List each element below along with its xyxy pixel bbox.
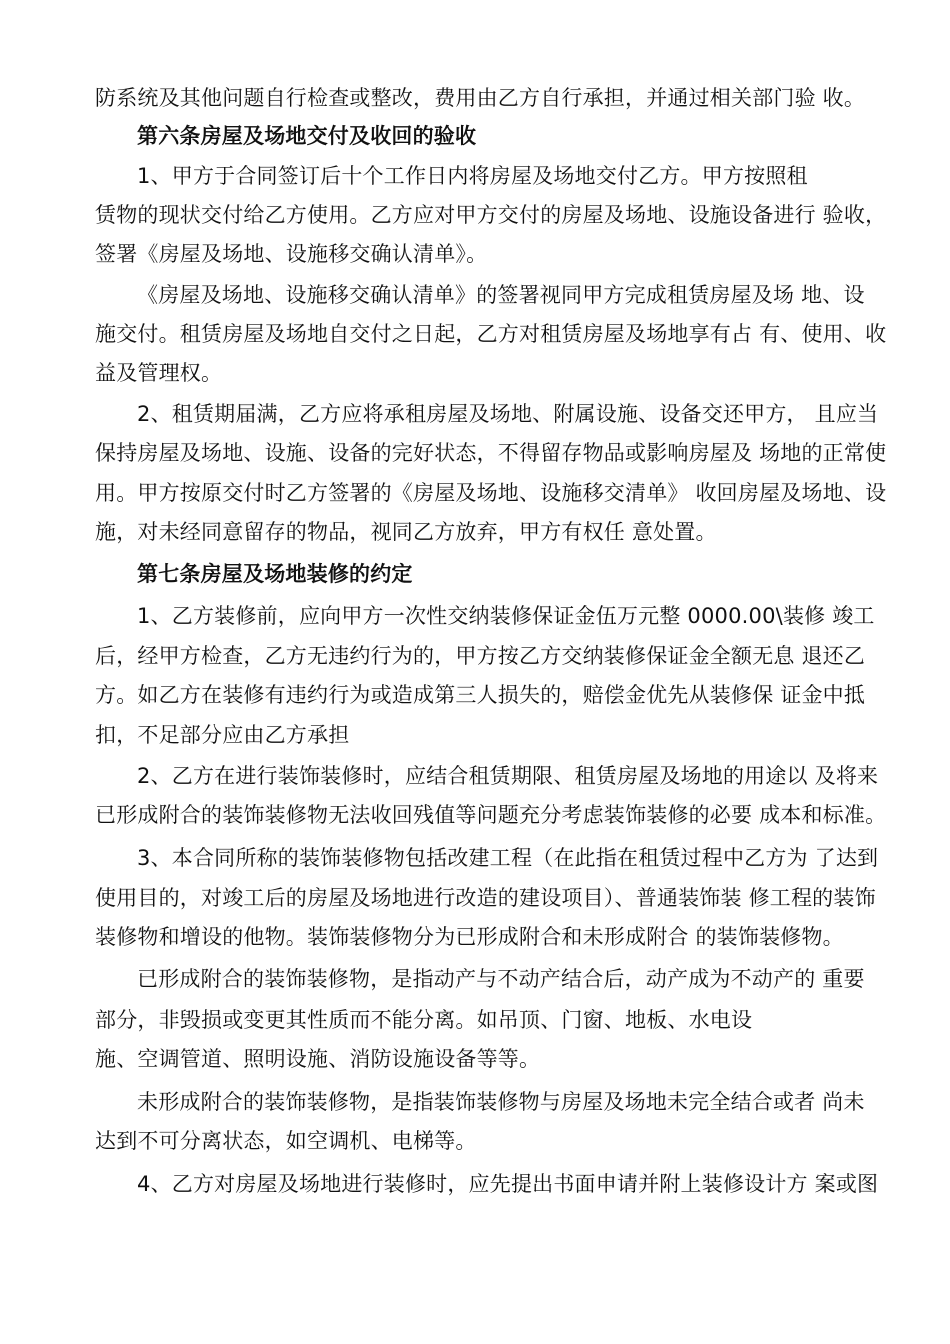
paragraph-line: 防系统及其他问题自行检查或整改，费用由乙方自行承担，并通过相关部门验 收。 bbox=[95, 86, 866, 110]
section-heading-7: 第七条房屋及场地装修的约定 bbox=[137, 562, 413, 586]
paragraph-line: 方。如乙方在装修有违约行为或造成第三人损失的，赔偿金优先从装修保 证金中抵 bbox=[95, 683, 866, 707]
paragraph-line: 1、乙方装修前，应向甲方一次性交纳装修保证金伍万元整 0000.00\装修 竣工 bbox=[137, 604, 875, 628]
section-heading-6: 第六条房屋及场地交付及收回的验收 bbox=[137, 124, 477, 148]
paragraph-line: 签署《房屋及场地、设施移交确认清单》。 bbox=[95, 242, 488, 266]
paragraph-line: 施、空调管道、照明设施、消防设施设备等等。 bbox=[95, 1047, 541, 1071]
paragraph-line: 3、本合同所称的装饰装修物包括改建工程（在此指在租赁过程中乙方为 了达到 bbox=[137, 846, 879, 870]
paragraph-line: 部分，非毁损或变更其性质而不能分离。如吊顶、门窗、地板、水电设 bbox=[95, 1008, 753, 1032]
paragraph-line: 益及管理权。 bbox=[95, 361, 223, 385]
paragraph-line: 使用目的，对竣工后的房屋及场地进行改造的建设项目）、普通装饰装 修工程的装饰 bbox=[95, 886, 876, 910]
paragraph-line: 已形成附合的装饰装修物无法收回残值等问题充分考虑装饰装修的必要 成本和标准。 bbox=[95, 803, 887, 827]
paragraph-line: 已形成附合的装饰装修物，是指动产与不动产结合后，动产成为不动产的 重要 bbox=[137, 967, 865, 991]
paragraph-line: 赁物的现状交付给乙方使用。乙方应对甲方交付的房屋及场地、设施设备进行 验收， bbox=[95, 203, 887, 227]
paragraph-line: 未形成附合的装饰装修物，是指装饰装修物与房屋及场地未完全结合或者 尚未 bbox=[137, 1090, 865, 1114]
paragraph-line: 2、租赁期届满，乙方应将承租房屋及场地、附属设施、设备交还甲方， 且应当 bbox=[137, 402, 879, 426]
paragraph-line: 扣，不足部分应由乙方承担 bbox=[95, 723, 350, 747]
paragraph-line: 保持房屋及场地、设施、设备的完好状态，不得留存物品或影响房屋及 场地的正常使 bbox=[95, 441, 887, 465]
paragraph-line: 1、甲方于合同签订后十个工作日内将房屋及场地交付乙方。甲方按照租 bbox=[137, 164, 808, 188]
paragraph-line: 用。甲方按原交付时乙方签署的《房屋及场地、设施移交清单》 收回房屋及场地、设 bbox=[95, 481, 887, 505]
paragraph-line: 施交付。租赁房屋及场地自交付之日起，乙方对租赁房屋及场地享有占 有、使用、收 bbox=[95, 322, 887, 346]
paragraph-line: 《房屋及场地、设施移交确认清单》的签署视同甲方完成租赁房屋及场 地、设 bbox=[137, 283, 865, 307]
paragraph-line: 后，经甲方检查，乙方无违约行为的，甲方按乙方交纳装修保证金全额无息 退还乙 bbox=[95, 644, 866, 668]
paragraph-line: 4、乙方对房屋及场地进行装修时，应先提出书面申请并附上装修设计方 案或图 bbox=[137, 1172, 879, 1196]
paragraph-line: 2、乙方在进行装饰装修时，应结合租赁期限、租赁房屋及场地的用途以 及将来 bbox=[137, 764, 879, 788]
paragraph-line: 装修物和增设的他物。装饰装修物分为已形成附合和未形成附合 的装饰装修物。 bbox=[95, 925, 844, 949]
paragraph-line: 达到不可分离状态，如空调机、电梯等。 bbox=[95, 1129, 477, 1153]
paragraph-line: 施，对未经同意留存的物品，视同乙方放弃，甲方有权任 意处置。 bbox=[95, 520, 717, 544]
